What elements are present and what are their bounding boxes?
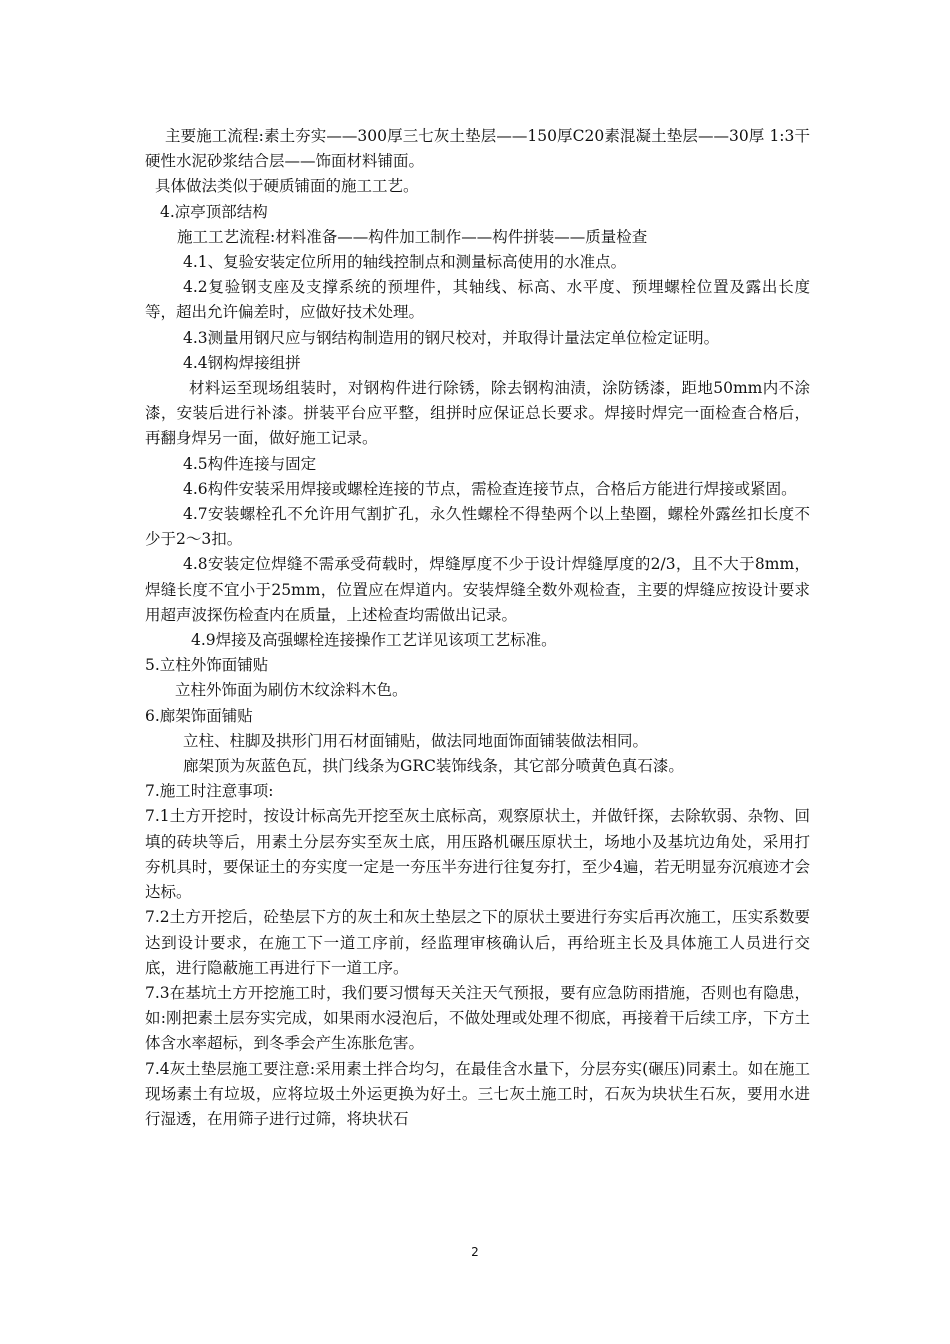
paragraph: 4.8安装定位焊缝不需承受荷载时，焊缝厚度不少于设计焊缝厚度的2/3，且不大于8mm，焊缝长度不宜小于25mm，位置应在焊道内。安装焊缝全数外观检查，主要的焊缝应按设计要求用超声波探伤检查内在质量，上述检查均需做出记录。 bbox=[145, 555, 810, 624]
paragraph: 7.施工时注意事项: bbox=[145, 782, 274, 801]
paragraph: 7.4灰土垫层施工要注意:采用素土拌合均匀，在最佳含水量下，分层夯实(碾压)同素土。如在施工现场素土有垃圾，应将垃圾土外运更换为好土。三七灰土施工时，石灰为块状生石灰，要用水进行湿透，在用筛子进行过筛，将块状石 bbox=[145, 1059, 810, 1128]
paragraph: 5.立柱外饰面铺贴 bbox=[145, 656, 269, 675]
paragraph: 施工工艺流程:材料准备——构件加工制作——构件拼装——质量检查 bbox=[177, 227, 648, 246]
paragraph: 材料运至现场组装时，对钢构件进行除锈，除去钢构油渍，涂防锈漆，距地50mm内不涂漆，安装后进行补漆。拼装平台应平整，组拼时应保证总长要求。焊接时焊完一面检查合格后，再翻身焊另一面，做好施工记录。 bbox=[145, 379, 810, 448]
paragraph: 7.3在基坑土方开挖施工时，我们要习惯每天关注天气预报，要有应急防雨措施，否则也有隐患，如:刚把素土层夯实完成，如果雨水浸泡后，不做处理或处理不彻底，再接着干后续工序，下方土体含水率超标，到冬季会产生冻胀危害。 bbox=[145, 983, 810, 1053]
paragraph: 7.1土方开挖时，按设计标高先开挖至灰土底标高，观察原状土，并做钎探，去除软弱、杂物、回填的砖块等后，用素土分层夯实至灰土底，用压路机碾压原状土，场地小及基坑边角处，采用打夯机具时，要保证土的夯实度一定是一夯压半夯进行往复夯打，至少4遍，若无明显夯沉痕迹才会达标。 bbox=[145, 807, 810, 902]
paragraph: 4.2复验钢支座及支撑系统的预埋件，其轴线、标高、水平度、预埋螺栓位置及露出长度等，超出允许偏差时，应做好技术处理。 bbox=[145, 278, 810, 322]
paragraph: 主要施工流程:素土夯实——300厚三七灰土垫层——150厚C20素混凝土垫层——30厚 1:3干硬性水泥砂浆结合层——饰面材料铺面。 bbox=[145, 127, 810, 171]
paragraph: 廊架顶为灰蓝色瓦，拱门线条为GRC装饰线条，其它部分喷黄色真石漆。 bbox=[183, 757, 684, 776]
paragraph: 立柱、柱脚及拱形门用石材面铺贴，做法同地面饰面铺装做法相同。 bbox=[183, 731, 649, 750]
paragraph: 具体做法类似于硬质铺面的施工工艺。 bbox=[155, 177, 419, 196]
paragraph: 4.凉亭顶部结构 bbox=[160, 202, 268, 221]
paragraph: 4.7安装螺栓孔不允许用气割扩孔，永久性螺栓不得垫两个以上垫圈，螺栓外露丝扣长度不少于2～3扣。 bbox=[145, 505, 810, 549]
paragraph: 4.5构件连接与固定 bbox=[183, 454, 317, 473]
paragraph: 4.9焊接及高强螺栓连接操作工艺详见该项工艺标准。 bbox=[191, 631, 557, 650]
paragraph: 4.3测量用钢尺应与钢结构制造用的钢尺校对，并取得计量法定单位检定证明。 bbox=[183, 328, 720, 347]
paragraph: 立柱外饰面为刷仿木纹涂料木色。 bbox=[175, 681, 408, 700]
paragraph: 7.2土方开挖后，砼垫层下方的灰土和灰土垫层之下的原状土要进行夯实后再次施工，压实系数要达到设计要求，在施工下一道工序前，经监理审核确认后，再给班主长及具体施工人员进行交底，进行隐蔽施工再进行下一道工序。 bbox=[145, 908, 810, 977]
paragraph: 4.1、复验安装定位所用的轴线控制点和测量标高使用的水准点。 bbox=[183, 253, 627, 272]
paragraph: 6.廊架饰面铺贴 bbox=[145, 706, 253, 725]
document-body bbox=[145, 124, 810, 1132]
paragraph: 4.4钢构焊接组拼 bbox=[183, 353, 301, 372]
page-number: 2 bbox=[471, 1245, 479, 1259]
paragraph: 4.6构件安装采用焊接或螺栓连接的节点，需检查连接节点，合格后方能进行焊接或紧固。 bbox=[183, 479, 797, 498]
